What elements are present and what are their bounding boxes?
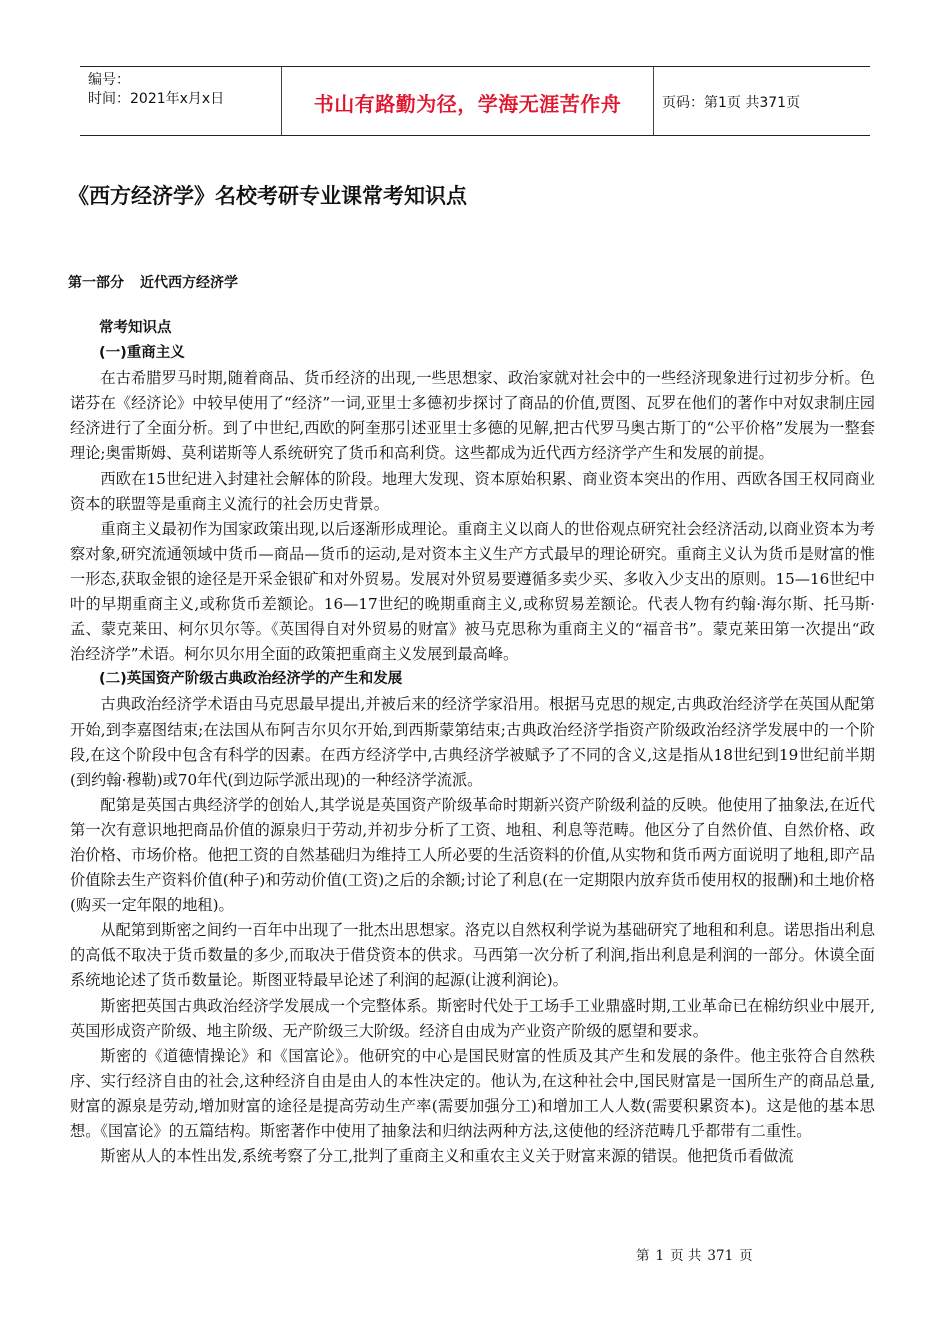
document-number-label: 编号： <box>88 72 130 88</box>
footer-page-suffix: 页 <box>739 1248 753 1264</box>
footer-page-prefix: 第 <box>636 1248 650 1264</box>
paragraph: 西欧在15世纪进入封建社会解体的阶段。地理大发现、资本原始积累、商业资本突出的作用、西欧各国王权同商业资本的联盟等是重商主义流行的社会历史背景。 <box>70 469 875 513</box>
header-page-info: 页码：第1页 共371页 <box>662 95 801 111</box>
paragraph: 配第是英国古典经济学的创始人,其学说是英国资产阶级革命时期新兴资产阶级利益的反映。他使用了抽象法,在近代第一次有意识地把商品价值的源泉归于劳动,并初步分析了工资、地租、利息等范畴。他区分了自然价值、自然价格、政治价格、市场价格。他把工资的自然基础归为维持工人所必要的生活资料的价值,从实物和货币两方面说明了地租,即产品价值除去生产资料价值(种子)和劳动价值(工资)之后的余额;讨论了利息(在一定期限内放弃货币使用权的报酬)和土地价格(购买一定年限的地租)。 <box>70 795 875 915</box>
paragraph: 重商主义最初作为国家政策出现,以后逐渐形成理论。重商主义以商人的世俗观点研究社会经济活动,以商业资本为考察对象,研究流通领域中货币—商品—货币的运动,是对资本主义生产方式最早的理论研究。重商主义认为货币是财富的惟一形态,获取金银的途径是开采金银矿和对外贸易。发展对外贸易要遵循多卖少买、多收入少支出的原则。15—16世纪中叶的早期重商主义,或称货币差额论。16—17世纪的晚期重商主义,或称贸易差额论。代表人物有约翰·海尔斯、托马斯·孟、蒙克莱田、柯尔贝尔等。《英国得自对外贸易的财富》被马克思称为重商主义的“福音书”。蒙克莱田第一次提出“政治经济学”术语。柯尔贝尔用全面的政策把重商主义发展到最高峰。 <box>70 519 875 664</box>
header-table <box>80 66 870 136</box>
paragraph: 斯密把英国古典政治经济学发展成一个完整体系。斯密时代处于工场手工业鼎盛时期,工业革命已在棉纺织业中展开,英国形成资产阶级、地主阶级、无产阶级三大阶级。经济自由成为产业资产阶级的愿望和要求。 <box>70 996 875 1040</box>
section-2-heading: (二)英国资产阶级古典政治经济学的产生和发展 <box>99 671 403 688</box>
document-title: 《西方经济学》名校考研专业课常考知识点 <box>68 184 467 208</box>
paragraph: 在古希腊罗马时期,随着商品、货币经济的出现,一些思想家、政治家就对社会中的一些经济现象进行过初步分析。色诺芬在《经济论》中较早使用了“经济”一词,亚里士多德初步探讨了商品的价值,贾图、瓦罗在他们的著作中对奴隶制庄园经济进行了全面分析。到了中世纪,西欧的阿奎那引述亚里士多德的见解,把古代罗马奥古斯丁的“公平价格”发展为一整套理论;奥雷斯姆、莫利诺斯等人系统研究了货币和高利贷。这些都成为近代西方经济学产生和发展的前提。 <box>70 369 875 463</box>
footer-page-number: 1 <box>655 1248 665 1264</box>
page-footer <box>636 1244 759 1264</box>
paragraph: 古典政治经济学术语由马克思最早提出,并被后来的经济学家沿用。根据马克思的规定,古典政治经济学在英国从配第开始,到李嘉图结束;在法国从布阿吉尔贝尔开始,到西斯蒙第结束;古典政治经济学指资产阶级政治经济学发展中的一个阶段,在这个阶段中包含有科学的因素。在西方经济学中,古典经济学被赋予了不同的含义,这是指从18世纪到19世纪前半期(到约翰·穆勒)或70年代(到边际学派出现)的一种经济学流派。 <box>70 695 875 789</box>
document-body <box>70 316 875 1169</box>
paragraph: 斯密的《道德情操论》和《国富论》。他研究的中心是国民财富的性质及其产生和发展的条件。他主张符合自然秩序、实行经济自由的社会,这种经济自由是由人的本性决定的。他认为,在这种社会中,国民财富是一国所生产的商品总量,财富的源泉是劳动,增加财富的途径是提高劳动生产率(需要加强分工)和增加工人人数(需要积累资本)。这是他的基本思想。《国富论》的五篇结构。斯密著作中使用了抽象法和归纳法两种方法,这使他的经济范畴几乎都带有二重性。 <box>70 1046 875 1140</box>
section-1-heading: (一)重商主义 <box>99 345 185 362</box>
part-title <box>68 272 238 292</box>
header-meta-cell <box>80 67 281 135</box>
document-time-label: 时间：2021年x月x日 <box>88 91 225 107</box>
paragraph: 从配第到斯密之间约一百年中出现了一批杰出思想家。洛克以自然权利学说为基础研究了地租和利息。诺思指出利息的高低不取决于货币数量的多少,而取决于借贷资本的供求。马西第一次分析了利润,指出利息是利润的一部分。休谟全面系统地论述了货币数量论。斯图亚特最早论述了利润的起源(让渡利润论)。 <box>70 921 875 990</box>
paragraph: 斯密从人的本性出发,系统考察了分工,批判了重商主义和重农主义关于财富来源的错误。他把货币看做流 <box>100 1147 794 1166</box>
section-heading: 常考知识点 <box>99 320 172 336</box>
footer-page-total: 371 <box>707 1248 734 1264</box>
header-motto: 书山有路勤为径，学海无涯苦作舟 <box>281 67 654 135</box>
part-number: 第一部分 <box>68 275 124 291</box>
part-name: 近代西方经济学 <box>140 275 238 291</box>
footer-page-mid: 页 共 <box>670 1248 702 1264</box>
